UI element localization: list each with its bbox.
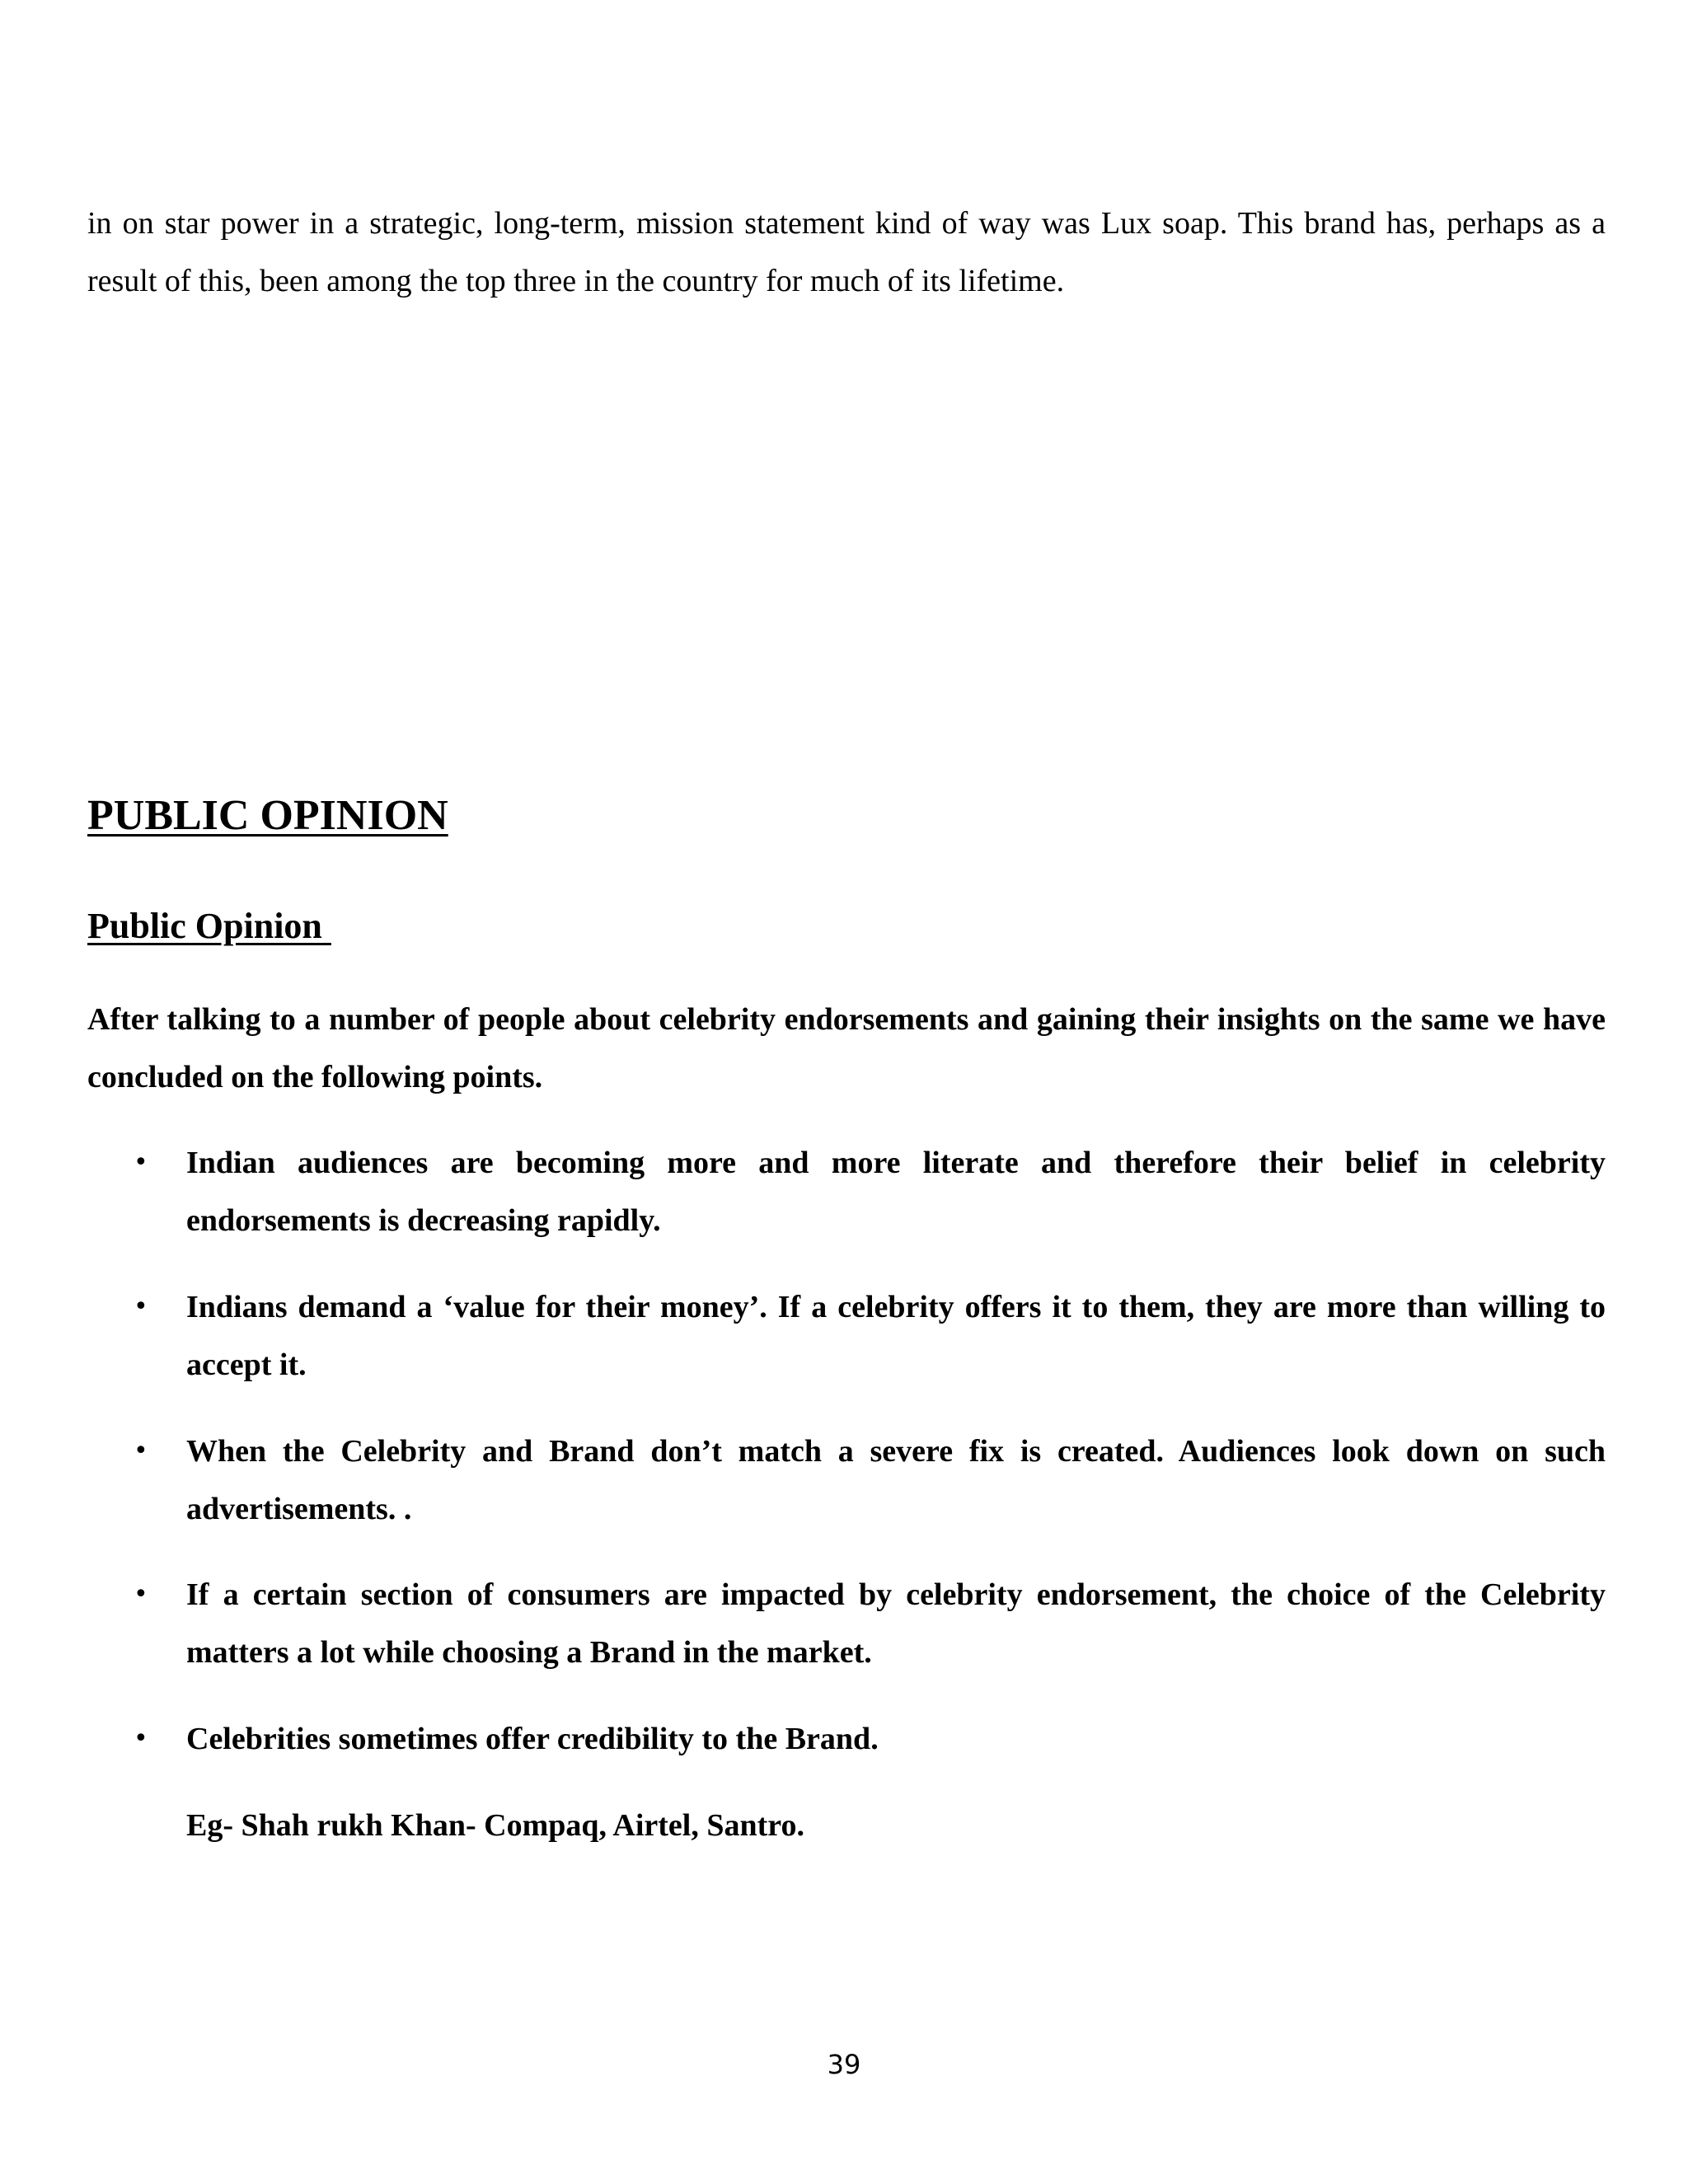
bullet-item [134, 1134, 1606, 1249]
bullet-item [134, 1278, 1606, 1394]
page-number: 39 [827, 2049, 861, 2080]
lead-paragraph: After talking to a number of people about celebrity endorsements and gaining their insights on the same we have concluded on the following points. [87, 1002, 1606, 1094]
sub-heading: Public Opinion [87, 906, 331, 946]
bullet-item [134, 1422, 1606, 1538]
bullet-icon: • [134, 1292, 148, 1321]
section-heading: PUBLIC OPINION [87, 792, 448, 839]
bullet-icon: • [134, 1724, 148, 1753]
bullet-icon: • [134, 1148, 148, 1177]
bullet-icon: • [134, 1580, 148, 1609]
bullet-text: Celebrities sometimes offer credibility to the Brand. [186, 1722, 879, 1756]
bullet-item [134, 1710, 1606, 1768]
bullet-item [134, 1566, 1606, 1681]
example-line: Eg- Shah rukh Khan- Compaq, Airtel, Santro. [186, 1808, 804, 1843]
bullet-icon: • [134, 1436, 148, 1465]
intro-paragraph: in on star power in a strategic, long-term, mission statement kind of way was Lux soap. This brand has, perhaps as a result of this, been among the top three in the country for much of its lifetime. [87, 206, 1606, 298]
bullet-text: Indian audiences are becoming more and more literate and therefore their belief in celebrity endorsements is decreasing rapidly. [186, 1146, 1606, 1238]
bullet-text: If a certain section of consumers are impacted by celebrity endorsement, the choice of the Celebrity matters a lot while choosing a Brand in the market. [186, 1577, 1606, 1670]
bullet-text: Indians demand a ‘value for their money’. If a celebrity offers it to them, they are more than willing to accept it. [186, 1290, 1606, 1382]
bullet-text: When the Celebrity and Brand don’t match a severe fix is created. Audiences look down on such advertisements. . [186, 1434, 1606, 1526]
